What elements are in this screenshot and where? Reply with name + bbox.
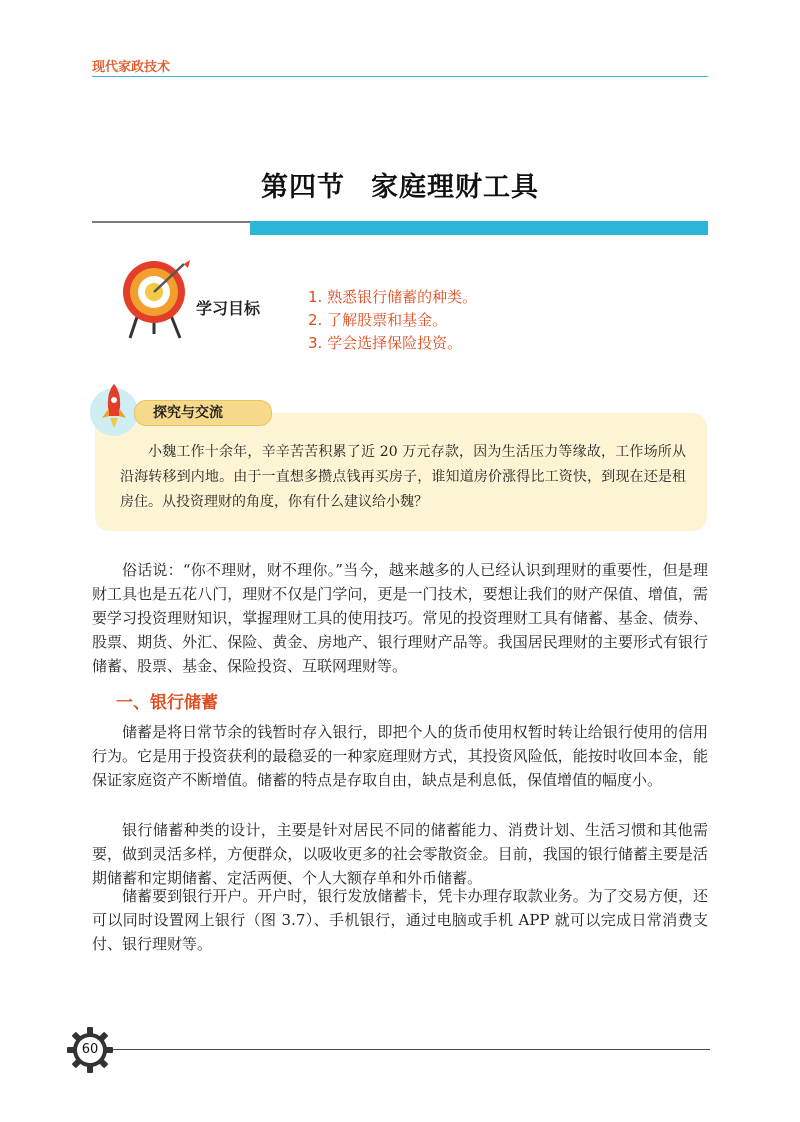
subsection-heading: 一、银行储蓄 — [116, 693, 218, 713]
book-title: 现代家政技术 — [92, 60, 171, 75]
section-number: 第四节 — [261, 172, 345, 203]
body-paragraph: 银行储蓄种类的设计，主要是针对居民不同的储蓄能力、消费计划、生活习惯和其他需要，做到灵活多样，方便群众，以吸收更多的社会零散资金。目前，我国的银行储蓄主要是活期储蓄和定期储蓄、定活两便、个人大额存单和外币储蓄。 — [92, 821, 708, 887]
body-paragraph: 储蓄要到银行开户。开户时，银行发放储蓄卡，凭卡办理存取款业务。为了交易方便，还可以同时设置网上银行（图 3.7）、手机银行，通过电脑或手机 APP 就可以完成日常消费支付、银行理财等。 — [92, 887, 708, 953]
section-name: 家庭理财工具 — [371, 172, 539, 203]
intro-paragraph: 俗话说：“你不理财，财不理你。”当今，越来越多的人已经认识到理财的重要性，但是理财工具也是五花八门，理财不仅是门学问，更是一门技术，要想让我们的财产保值、增值，需要学习投资理财知识，掌握理财工具的使用技巧。常见的投资理财工具有储蓄、基金、债券、股票、期货、外汇、保险、黄金、房地产、银行理财产品等。我国居民理财的主要形式有银行储蓄、股票、基金、保险投资、互联网理财等。 — [92, 561, 708, 675]
goal-item: 1. 熟悉银行储蓄的种类。 — [308, 288, 478, 306]
page-number: 60 — [81, 1042, 99, 1057]
footer-rule — [110, 1049, 710, 1050]
goal-item: 2. 了解股票和基金。 — [308, 311, 448, 329]
title-rule — [92, 221, 252, 223]
header-rule — [92, 76, 708, 77]
rocket-icon — [88, 378, 140, 440]
goal-item: 3. 学会选择保险投资。 — [308, 334, 463, 352]
goals-label: 学习目标 — [196, 299, 261, 318]
explore-text: 小魏工作十余年，辛辛苦苦积累了近 20 万元存款，因为生活压力等缘故，工作场所从沿海转移到内地。由于一直想多攒点钱再买房子，谁知道房价涨得比工资快，到现在还是租房住。从投资理财的角度，你有什么建议给小魏？ — [120, 444, 686, 510]
section-title — [0, 165, 800, 204]
target-icon — [118, 258, 196, 340]
explore-label: 探究与交流 — [134, 400, 272, 426]
title-bar — [250, 221, 708, 235]
goals-list — [308, 286, 477, 355]
body-paragraph: 储蓄是将日常节余的钱暂时存入银行，即把个人的货币使用权暂时转让给银行使用的信用行为。它是用于投资获利的最稳妥的一种家庭理财方式，其投资风险低，能按时收回本金，能保证家庭资产不断增值。储蓄的特点是存取自由，缺点是利息低，保值增值的幅度小。 — [92, 723, 708, 789]
